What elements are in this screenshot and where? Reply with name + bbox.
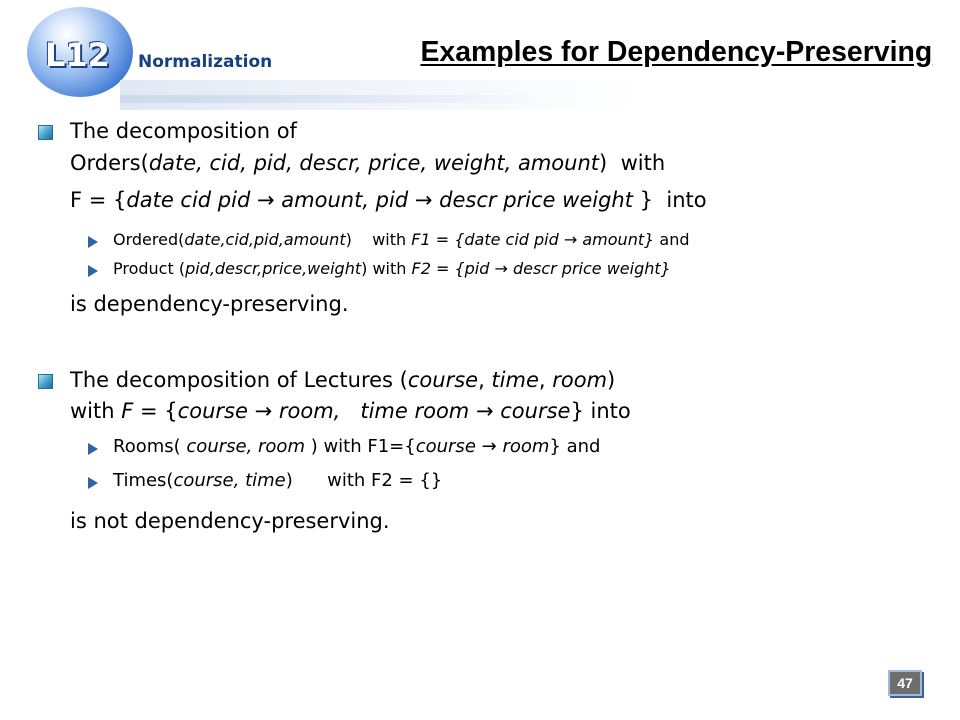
arrow-icon: → [257,188,275,212]
ex1-ordered-line: Ordered(date,cid,pid,amount) with F1 = {date cid pid → amount} and [113,230,690,249]
arrow-icon: → [481,436,497,457]
ex1-orders-line: Orders(date, cid, pid, descr, price, weight, amount) with [70,151,666,175]
page-number: 47 [888,670,922,696]
ex2-line1: The decomposition of Lectures (course, time, room) [70,368,616,392]
arrow-icon: → [563,230,578,249]
title-underline-band-2 [120,95,550,103]
bullet-square-icon [38,374,53,389]
bullet-arrow-icon [88,265,98,277]
ex2-rooms-line: Rooms( course, room ) with F1={course → room} and [113,436,601,457]
lecture-logo: L12 [45,36,110,74]
ex1-conclusion: is dependency-preserving. [70,292,349,316]
arrow-icon: → [414,188,433,212]
arrow-icon: → [475,399,494,423]
bullet-arrow-icon [88,477,98,489]
arrow-icon: → [254,399,273,423]
bullet-arrow-icon [88,443,98,455]
bullet-square-icon [38,125,53,140]
ex2-line2: with F = {course → room, time room → course} into [70,399,631,423]
bullet-arrow-icon [88,236,98,248]
ex1-product-line: Product (pid,descr,price,weight) with F2 = {pid → descr price weight} [113,259,671,278]
section-name: Normalization [138,52,273,72]
ex1-line1: The decomposition of [70,119,297,143]
ex1-fd-line: F = {date cid pid → amount, pid → descr price weight } into [70,188,707,212]
ex2-conclusion: is not dependency-preserving. [70,509,390,533]
ex2-times-line: Times(course, time) with F2 = {} [113,470,443,491]
slide-title: Examples for Dependency-Preserving [420,36,932,68]
arrow-icon: → [494,259,508,278]
